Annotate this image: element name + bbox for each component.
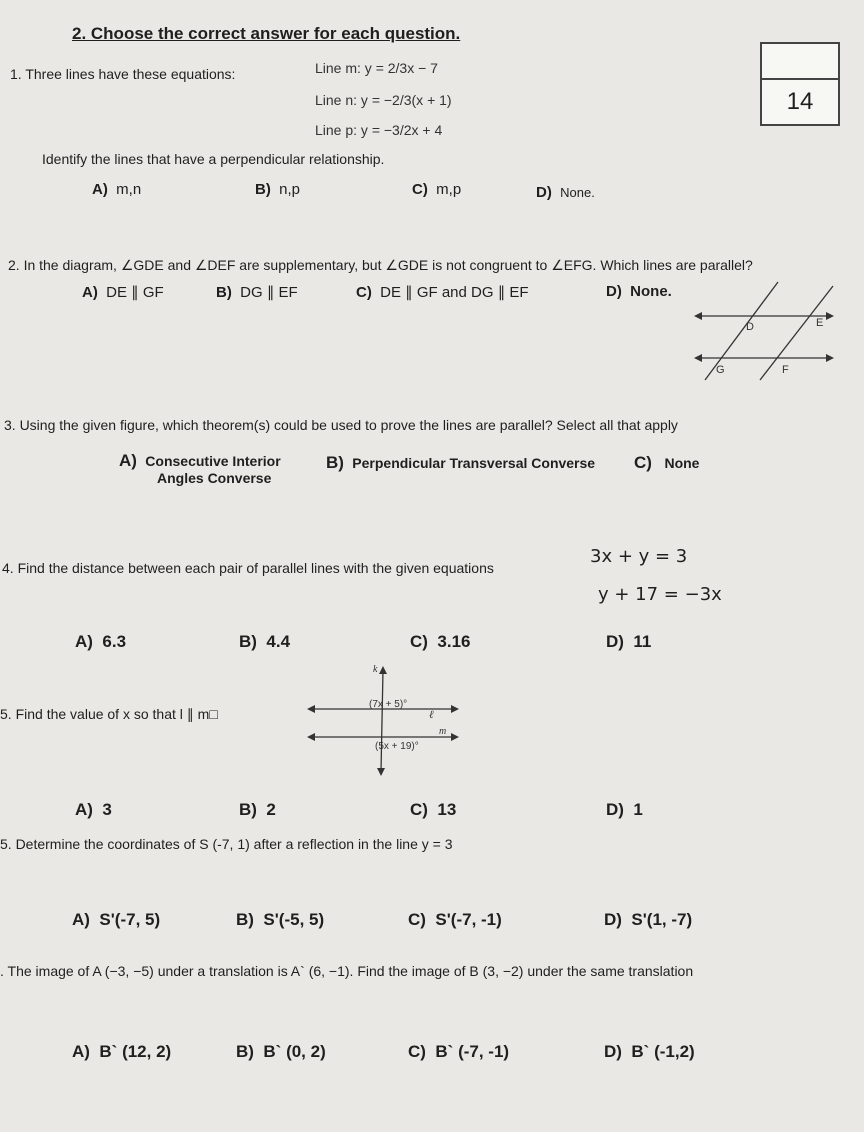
label-m: m bbox=[439, 726, 447, 737]
arrow-left-icon bbox=[307, 705, 315, 713]
q6-option-b[interactable]: B) S'(-5, 5) bbox=[236, 910, 325, 929]
label-l: ℓ bbox=[429, 709, 434, 721]
arrow-left-icon bbox=[694, 312, 702, 320]
q7-prompt: . The image of A (−3, −5) under a translation is A` (6, −1). Find the image of B (3, −2) under the same translation bbox=[0, 963, 694, 979]
arrow-right-icon bbox=[826, 312, 834, 320]
q5-option-c[interactable]: C) 13 bbox=[410, 800, 457, 819]
q6-option-d[interactable]: D) S'(1, -7) bbox=[604, 910, 693, 929]
q3-option-a-line2: Angles Converse bbox=[157, 470, 272, 486]
q5-diagram bbox=[305, 660, 465, 778]
label-angle1: (7x + 5)° bbox=[369, 699, 408, 710]
q4-prompt: 4. Find the distance between each pair of parallel lines with the given equations bbox=[2, 560, 494, 576]
q4-option-a[interactable]: A) 6.3 bbox=[75, 632, 127, 651]
q4-eq1: 3x + y = 3 bbox=[590, 546, 688, 567]
arrow-left-icon bbox=[694, 354, 702, 362]
score-value: 14 bbox=[786, 88, 814, 115]
q5-prompt: 5. Find the value of x so that l ∥ m□ bbox=[0, 706, 218, 722]
arrow-up-icon bbox=[379, 666, 387, 674]
q6-option-a[interactable]: A) S'(-7, 5) bbox=[72, 910, 161, 929]
q1-instruction: Identify the lines that have a perpendicular relationship. bbox=[42, 151, 385, 167]
q7-option-a[interactable]: A) B` (12, 2) bbox=[72, 1042, 172, 1061]
q1-option-d[interactable]: D) None. bbox=[536, 184, 595, 201]
label-g: G bbox=[716, 364, 725, 376]
q2-prompt: 2. In the diagram, ∠GDE and ∠DEF are supplementary, but ∠GDE is not congruent to ∠EFG. Which lines are parallel? bbox=[8, 257, 753, 273]
q7-option-b[interactable]: B) B` (0, 2) bbox=[236, 1042, 326, 1061]
q3-option-b[interactable]: B) Perpendicular Transversal Converse bbox=[326, 453, 596, 472]
label-d: D bbox=[746, 321, 754, 333]
q1-prompt: 1. Three lines have these equations: bbox=[10, 66, 236, 82]
q2-diagram bbox=[690, 280, 840, 385]
q4-option-d[interactable]: D) 11 bbox=[606, 632, 652, 651]
line-ef bbox=[760, 286, 833, 380]
q2-option-c[interactable]: C) DE ∥ GF and DG ∥ EF bbox=[356, 284, 529, 301]
arrow-left-icon bbox=[307, 733, 315, 741]
q7-option-c[interactable]: C) B` (-7, -1) bbox=[408, 1042, 510, 1061]
q1-option-c[interactable]: C) m,p bbox=[412, 181, 462, 198]
arrow-right-icon bbox=[451, 733, 459, 741]
arrow-down-icon bbox=[377, 768, 385, 776]
q1-option-a[interactable]: A) m,n bbox=[92, 181, 142, 198]
q5-option-a[interactable]: A) 3 bbox=[75, 800, 112, 819]
label-angle2: (5x + 19)° bbox=[375, 741, 419, 752]
q2-option-d[interactable]: D) None. bbox=[606, 283, 672, 300]
score-box bbox=[760, 42, 840, 126]
q4-option-b[interactable]: B) 4.4 bbox=[239, 632, 291, 651]
q5-option-d[interactable]: D) 1 bbox=[606, 800, 643, 819]
q6-option-c[interactable]: C) S'(-7, -1) bbox=[408, 910, 502, 929]
q3-prompt: 3. Using the given figure, which theorem(s) could be used to prove the lines are parallel? Select all that apply bbox=[4, 417, 678, 433]
q5-option-b[interactable]: B) 2 bbox=[239, 800, 276, 819]
q1-option-b[interactable]: B) n,p bbox=[255, 181, 301, 198]
q2-option-a[interactable]: A) DE ∥ GF bbox=[82, 284, 164, 301]
q4-option-c[interactable]: C) 3.16 bbox=[410, 632, 471, 651]
q1-line-p: Line p: y = −3/2x + 4 bbox=[315, 122, 443, 138]
arrow-right-icon bbox=[826, 354, 834, 362]
label-k: k bbox=[373, 664, 378, 675]
q1-line-m: Line m: y = 2/3x − 7 bbox=[315, 60, 438, 76]
label-f: F bbox=[782, 364, 789, 376]
q2-option-b[interactable]: B) DG ∥ EF bbox=[216, 284, 298, 301]
q3-option-a[interactable]: A) Consecutive Interior bbox=[119, 451, 281, 470]
arrow-right-icon bbox=[451, 705, 459, 713]
q4-eq2: y + 17 = −3x bbox=[598, 584, 722, 605]
score-divider bbox=[762, 78, 838, 80]
line-k bbox=[381, 670, 383, 772]
label-e: E bbox=[816, 317, 824, 329]
q6-prompt: 5. Determine the coordinates of S (-7, 1) after a reflection in the line y = 3 bbox=[0, 836, 453, 852]
page-title: 2. Choose the correct answer for each question. bbox=[72, 24, 461, 43]
q3-option-c[interactable]: C) None bbox=[634, 453, 700, 472]
q1-line-n: Line n: y = −2/3(x + 1) bbox=[315, 92, 452, 108]
q7-option-d[interactable]: D) B` (-1,2) bbox=[604, 1042, 695, 1061]
